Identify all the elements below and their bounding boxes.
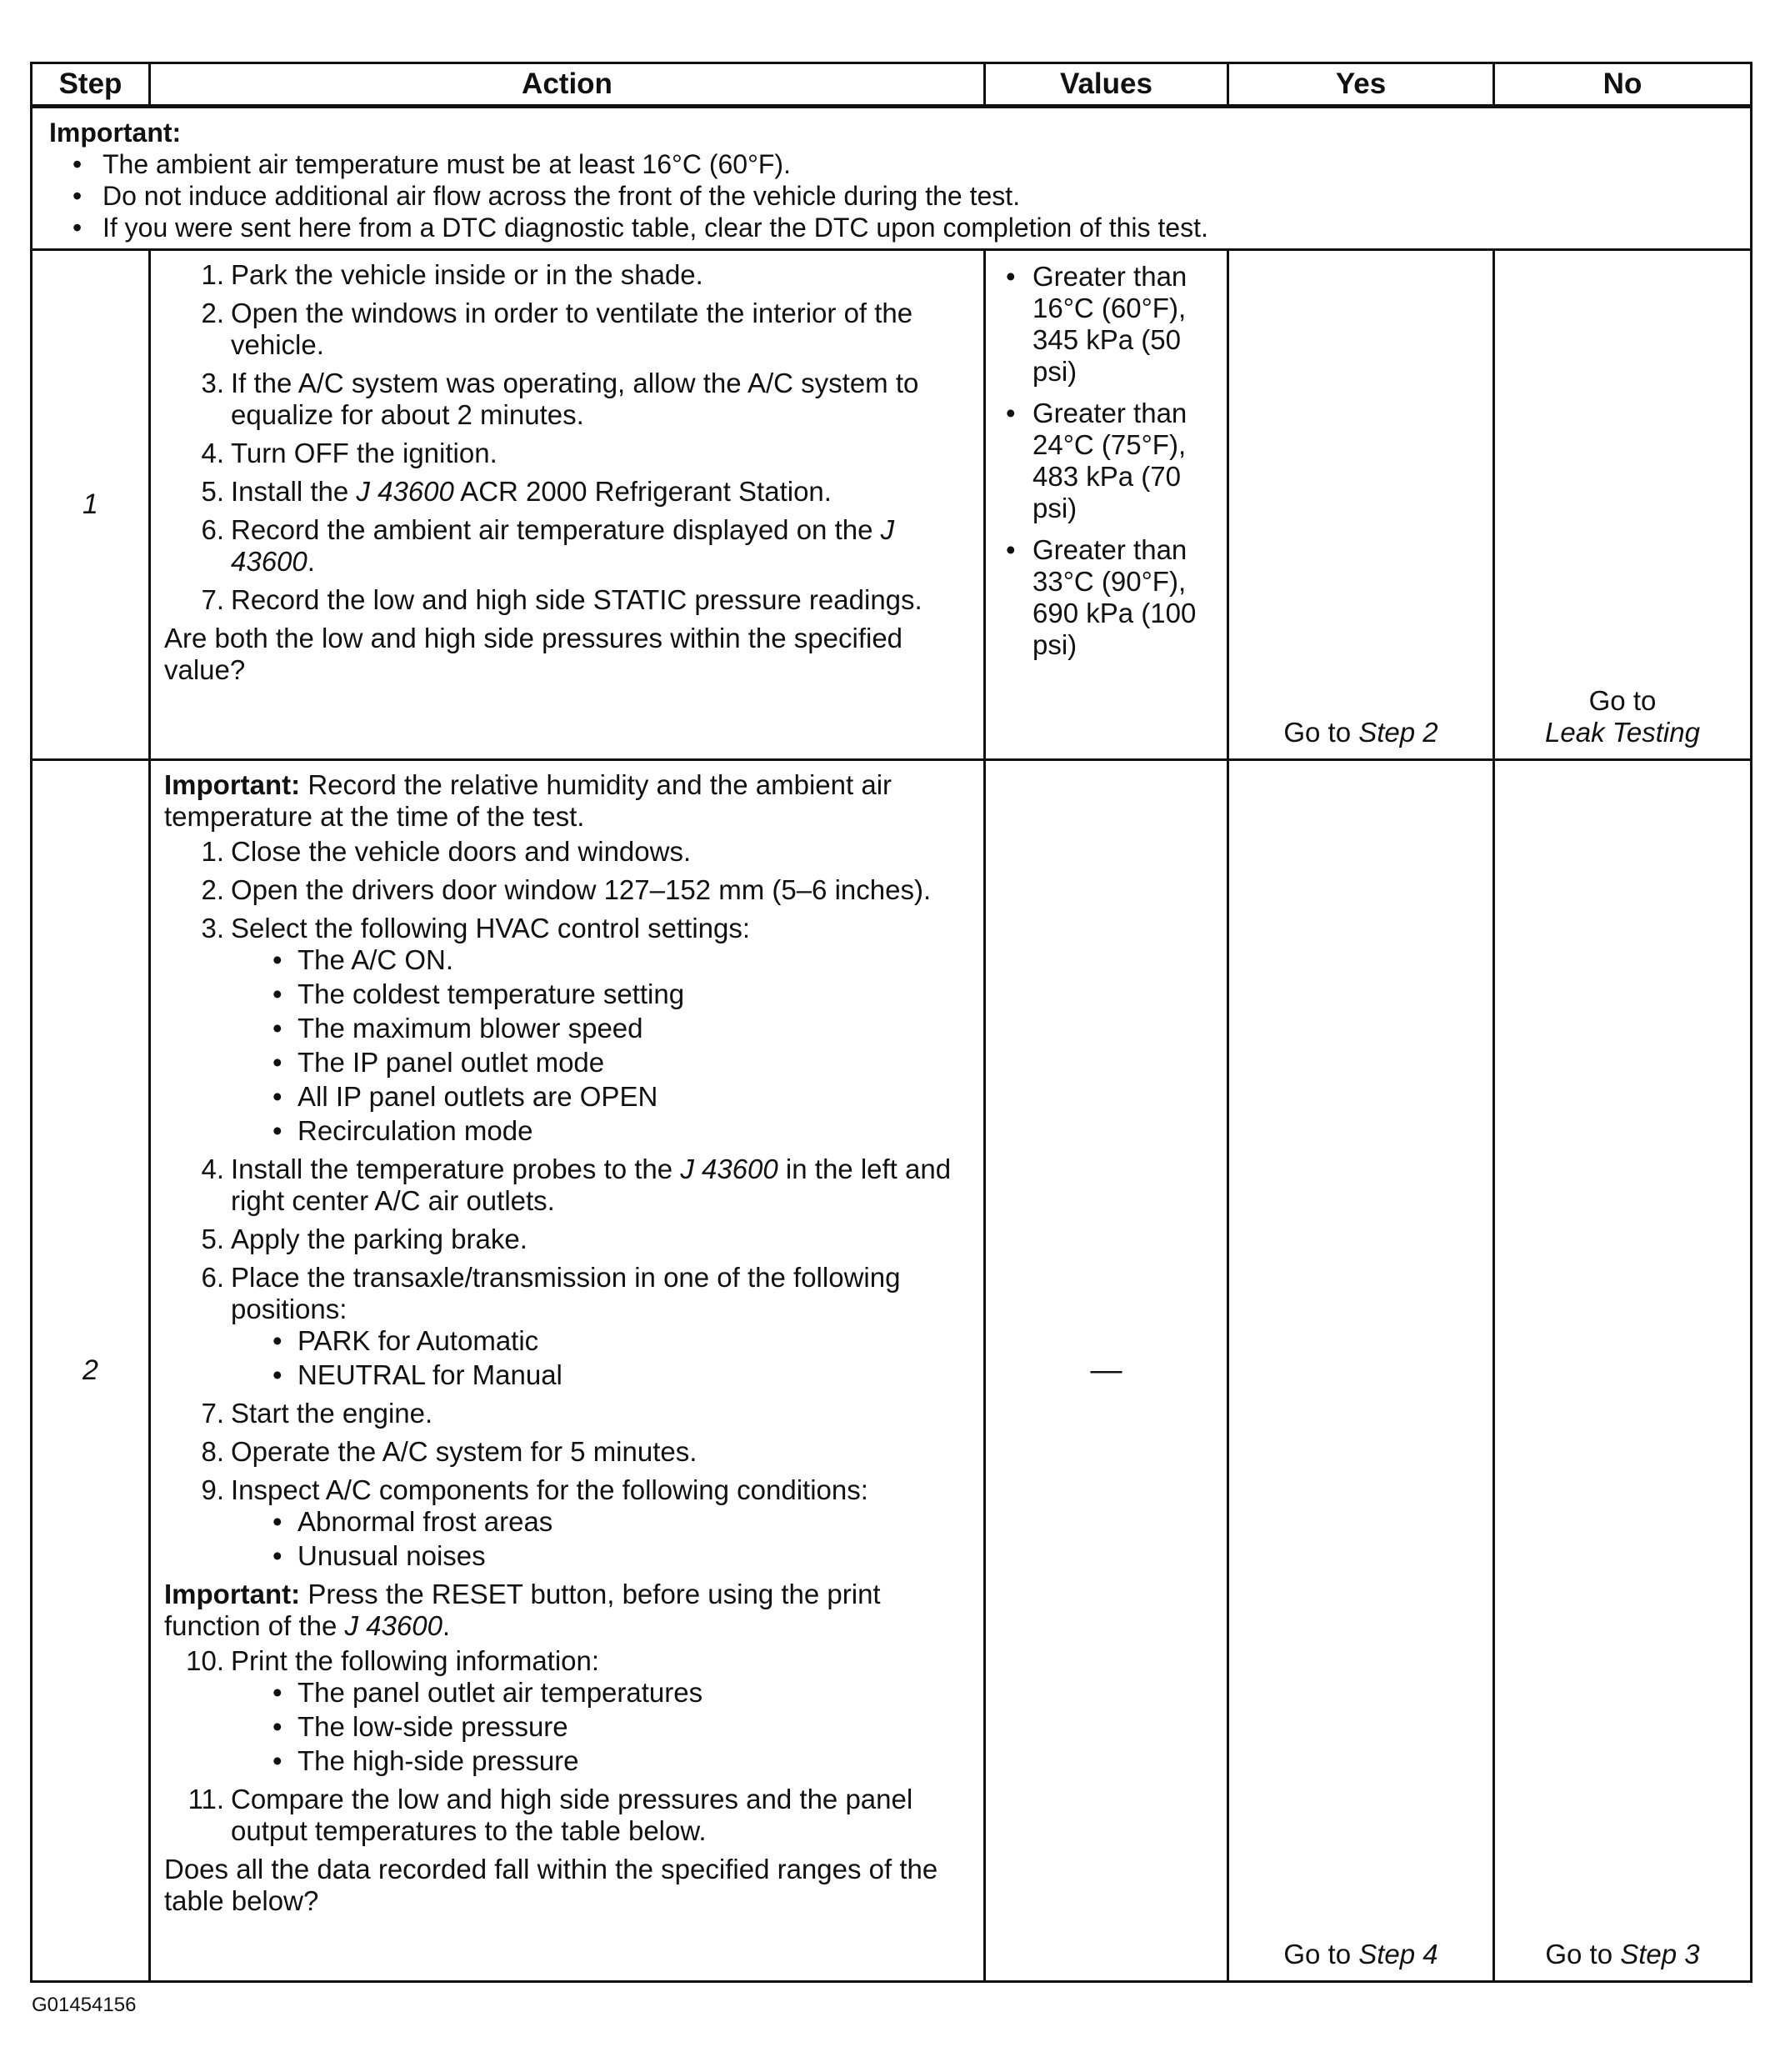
step-ref: Step 2	[1358, 717, 1438, 748]
step-yes-result: Go to Step 2	[1228, 250, 1494, 760]
step-action	[150, 760, 985, 1982]
step-yes-result: Go to Step 4	[1228, 760, 1494, 1982]
sub-item: • The panel outlet air temperatures	[272, 1677, 968, 1709]
action-item: 11. Compare the low and high side pressures and the panel output temperatures to the table below.	[188, 1784, 913, 1846]
action-list	[164, 1645, 968, 1847]
action-item: 8. Operate the A/C system for 5 minutes.	[201, 1436, 698, 1467]
action-item: 4. Install the temperature probes to the J 43600 in the left and right center A/C air outlets.	[201, 1154, 952, 1216]
step-ref: Step 4	[1358, 1939, 1438, 1969]
sub-item: • The low-side pressure	[272, 1711, 968, 1743]
step-important-note: Important: Record the relative humidity and the ambient air temperature at the time of the test.	[164, 769, 892, 832]
header-no: No	[1494, 63, 1752, 107]
header-step: Step	[32, 63, 150, 107]
diagnostic-table	[30, 62, 1752, 1983]
step-values: —	[985, 760, 1228, 1982]
diagnostic-table-sheet	[30, 62, 1750, 1983]
step-number: 2	[32, 760, 150, 1982]
step-no-result: Go to Leak Testing	[1494, 250, 1752, 760]
action-list	[164, 259, 968, 616]
step-ref: Leak Testing	[1545, 717, 1700, 748]
sub-item: • Abnormal frost areas	[272, 1506, 968, 1538]
tool-ref: J 43600	[680, 1154, 778, 1184]
sub-list	[231, 1506, 968, 1572]
sub-item: • The maximum blower speed	[272, 1013, 968, 1044]
tool-ref: J 43600	[356, 476, 454, 507]
action-item: 5. Install the J 43600 ACR 2000 Refrigerant Station.	[201, 476, 832, 507]
header-action: Action	[150, 63, 985, 107]
step-important-note: Important: Press the RESET button, before using the print function of the J 43600.	[164, 1579, 881, 1641]
tool-ref: J 43600	[344, 1610, 442, 1641]
action-item: 9. Inspect A/C components for the following conditions: • Abnormal frost areas • Unusual noises	[164, 1474, 968, 1572]
sub-item: • Recirculation mode	[272, 1115, 968, 1147]
step-question: Does all the data recorded fall within the specified ranges of the table below?	[164, 1854, 938, 1916]
important-row	[32, 107, 1752, 250]
sub-item: • The high-side pressure	[272, 1745, 968, 1777]
important-list	[49, 148, 1735, 243]
action-item: 6. Record the ambient air temperature displayed on the J 43600.	[201, 514, 895, 577]
action-item: 1. Close the vehicle doors and windows.	[201, 836, 692, 867]
step-row-2	[32, 760, 1752, 1982]
action-item: 6. Place the transaxle/transmission in one of the following positions: • PARK for Automatic • NEUTRAL for Manual	[164, 1262, 968, 1391]
tool-ref: J 43600	[231, 514, 895, 577]
action-list	[164, 836, 968, 1572]
sub-item: • All IP panel outlets are OPEN	[272, 1081, 968, 1113]
sub-list	[231, 944, 968, 1147]
step-values	[985, 250, 1228, 760]
header-values: Values	[985, 63, 1228, 107]
important-bullet: • If you were sent here from a DTC diagnostic table, clear the DTC upon completion of this test.	[72, 212, 1735, 243]
action-item: 5. Apply the parking brake.	[201, 1224, 528, 1254]
value-item: • Greater than 24°C (75°F), 483 kPa (70 psi)	[1032, 398, 1218, 524]
action-item: 1. Park the vehicle inside or in the shade.	[201, 259, 703, 290]
important-bullet: • Do not induce additional air flow across the front of the vehicle during the test.	[72, 180, 1735, 212]
important-bullet: • The ambient air temperature must be at least 16°C (60°F).	[72, 148, 1735, 180]
action-item: 2. Open the windows in order to ventilate the interior of the vehicle.	[201, 298, 913, 360]
sub-item: • The A/C ON.	[272, 944, 968, 976]
figure-id: G01454156	[32, 1994, 137, 2016]
step-ref: Step 3	[1620, 1939, 1700, 1969]
step-action	[150, 250, 985, 760]
value-item: • Greater than 16°C (60°F), 345 kPa (50 psi)	[1032, 261, 1218, 388]
sub-item: • PARK for Automatic	[272, 1325, 968, 1357]
header-yes: Yes	[1228, 63, 1494, 107]
action-item: 2. Open the drivers door window 127–152 mm (5–6 inches).	[201, 874, 932, 905]
sub-list	[231, 1677, 968, 1777]
action-item: 10. Print the following information: • The panel outlet air temperatures • The low-side pressure • The high-side pressure	[164, 1645, 968, 1777]
sub-item: • Unusual noises	[272, 1540, 968, 1572]
step-question: Are both the low and high side pressures within the specified value?	[164, 623, 903, 685]
sub-list	[231, 1325, 968, 1391]
step-number: 1	[32, 250, 150, 760]
action-item: 3. If the A/C system was operating, allow the A/C system to equalize for about 2 minutes.	[201, 368, 919, 430]
action-item: 7. Start the engine.	[201, 1398, 433, 1429]
important-note	[32, 107, 1752, 250]
value-item: • Greater than 33°C (90°F), 690 kPa (100 psi)	[1032, 534, 1218, 661]
sub-item: • NEUTRAL for Manual	[272, 1359, 968, 1391]
action-item: 7. Record the low and high side STATIC pressure readings.	[201, 584, 922, 615]
header-row	[32, 63, 1752, 107]
important-label: Important:	[49, 118, 182, 148]
step-row-1	[32, 250, 1752, 760]
sub-item: • The coldest temperature setting	[272, 978, 968, 1010]
step-no-result: Go to Step 3	[1494, 760, 1752, 1982]
sub-item: • The IP panel outlet mode	[272, 1047, 968, 1079]
action-item: 4. Turn OFF the ignition.	[201, 438, 498, 468]
action-item: 3. Select the following HVAC control settings: • The A/C ON. • The coldest temperature setting • The maximum blower speed • The IP panel outlet mode • All IP panel outlets are OPEN • Recirculation mode	[164, 913, 968, 1147]
